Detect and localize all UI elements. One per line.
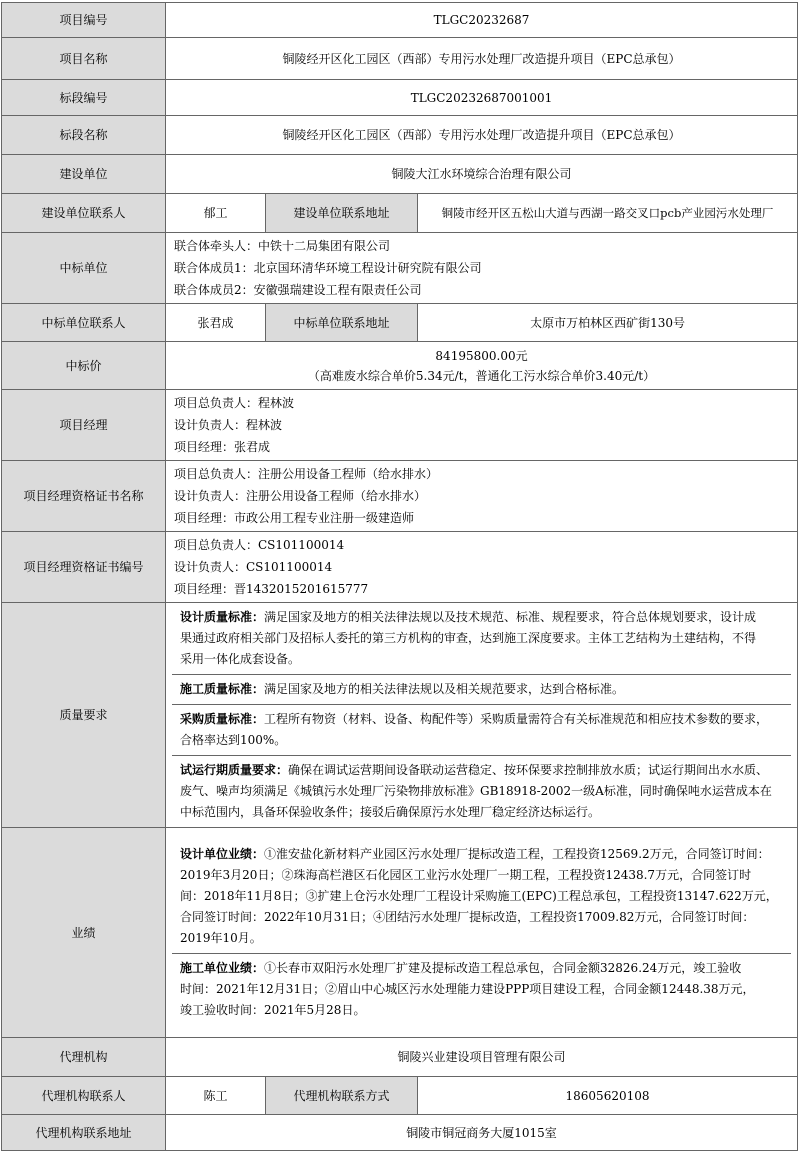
project-name-value: 铜陵经开区化工园区（西部）专用污水处理厂改造提升项目（EPC总承包） — [166, 38, 798, 80]
bid-result-table — [1, 2, 798, 1151]
quality-purchase: 采购质量标准：工程所有物资（材料、设备、构配件等）采购质量需符合有关标准规范和相应技术参数的要求， 合格率达到100%。 — [172, 704, 791, 755]
price-unit-note: （高难废水综合单价5.34元/t，普通化工污水综合单价3.40元/t） — [307, 368, 656, 383]
agency-label: 代理机构 — [2, 1038, 166, 1077]
project-no-label: 项目编号 — [2, 3, 166, 38]
row-quality — [2, 603, 798, 828]
quality-design-title: 设计质量标准： — [180, 610, 265, 624]
quality-purchase-title: 采购质量标准： — [180, 712, 265, 726]
builder-value: 铜陵大江水环境综合治理有限公司 — [166, 155, 798, 194]
cert-no-line-1: 项目总负责人：CS101100014 — [174, 538, 345, 552]
section-no-value: TLGC20232687001001 — [166, 80, 798, 116]
quality-construction: 施工质量标准：满足国家及地方的相关法律法规以及相关规范要求，达到合格标准。 — [172, 674, 791, 704]
row-manager — [2, 390, 798, 461]
performance-construction: 施工单位业绩：①长春市双阳污水处理厂扩建及提标改造工程总承包，合同金额32826.24万元，竣工验收 时间：2021年12月31日；②眉山中心城区污水处理能力建设PPP项目建设工程，合同金额12448.38万元， 竣工验收时间：2021年5月28日。 — [172, 953, 791, 1025]
section-name-value: 铜陵经开区化工园区（西部）专用污水处理厂改造提升项目（EPC总承包） — [166, 116, 798, 155]
agency-phone-label: 代理机构联系方式 — [266, 1077, 418, 1115]
price-label: 中标价 — [2, 342, 166, 390]
builder-label: 建设单位 — [2, 155, 166, 194]
row-cert-name — [2, 461, 798, 532]
builder-contact-label: 建设单位联系人 — [2, 194, 166, 233]
quality-value — [166, 603, 798, 828]
row-cert-no — [2, 532, 798, 603]
quality-construction-title: 施工质量标准： — [180, 682, 265, 696]
builder-address-label: 建设单位联系地址 — [266, 194, 418, 233]
manager-value — [166, 390, 798, 461]
row-project-name — [2, 38, 798, 80]
price-amount: 84195800.00元 — [435, 348, 528, 363]
winner-address-value: 太原市万柏林区西矿街130号 — [418, 304, 798, 342]
cert-no-line-3: 项目经理：晋1432015201615777 — [174, 582, 369, 596]
agency-address-value: 铜陵市铜冠商务大厦1015室 — [166, 1115, 798, 1151]
row-winner — [2, 233, 798, 304]
quality-label: 质量要求 — [2, 603, 166, 828]
performance-design: 设计单位业绩：①淮安盐化新材料产业园区污水处理厂提标改造工程，工程投资12569.2万元，合同签订时间： 2019年3月20日；②珠海高栏港区石化园区工业污水处理厂一期工程，工程投资12438.7万元，合同签订时 间：2018年11月8日；③扩建上仓污水处理厂工程设计采购施工(EPC)工程总承包，工程投资13147.622万元， 合同签订时间：2022年10月31日；④团结污水处理厂提标改造，工程投资17009.82万元，合同签订时间： 2019年10月。 — [180, 847, 778, 945]
winner-address-label: 中标单位联系地址 — [266, 304, 418, 342]
row-builder-contact — [2, 194, 798, 233]
row-agency-contact — [2, 1077, 798, 1115]
row-performance — [2, 828, 798, 1038]
manager-line-2: 设计负责人：程林波 — [174, 418, 283, 432]
performance-label: 业绩 — [2, 828, 166, 1038]
price-value — [166, 342, 798, 390]
performance-design-title: 设计单位业绩： — [180, 847, 265, 861]
winner-member-1: 联合体成员1：北京国环清华环境工程设计研究院有限公司 — [174, 261, 482, 275]
quality-design: 设计质量标准：满足国家及地方的相关法律法规以及技术规范、标准、规程要求，符合总体规划要求，设计成 果通过政府相关部门及招标人委托的第三方机构的审查，达到施工深度要求。主体工艺结构为土建结构，不得 采用一体化成套设备。 — [180, 610, 757, 666]
agency-value: 铜陵兴业建设项目管理有限公司 — [166, 1038, 798, 1077]
project-name-label: 项目名称 — [2, 38, 166, 80]
winner-label: 中标单位 — [2, 233, 166, 304]
agency-contact-label: 代理机构联系人 — [2, 1077, 166, 1115]
row-section-name — [2, 116, 798, 155]
winner-contact-value: 张君成 — [166, 304, 266, 342]
winner-lead: 联合体牵头人：中铁十二局集团有限公司 — [174, 239, 391, 253]
manager-label: 项目经理 — [2, 390, 166, 461]
cert-no-value — [166, 532, 798, 603]
section-name-label: 标段名称 — [2, 116, 166, 155]
manager-line-1: 项目总负责人：程林波 — [174, 396, 295, 410]
builder-contact-value: 郁工 — [166, 194, 266, 233]
row-section-no — [2, 80, 798, 116]
performance-value — [166, 828, 798, 1038]
row-winner-contact — [2, 304, 798, 342]
agency-phone-value: 18605620108 — [418, 1077, 798, 1115]
row-builder — [2, 155, 798, 194]
agency-contact-value: 陈工 — [166, 1077, 266, 1115]
row-project-no — [2, 3, 798, 38]
row-agency-address — [2, 1115, 798, 1151]
cert-name-label: 项目经理资格证书名称 — [2, 461, 166, 532]
row-price — [2, 342, 798, 390]
cert-name-line-2: 设计负责人：注册公用设备工程师（给水排水） — [174, 489, 427, 503]
builder-address-value: 铜陵市经开区五松山大道与西湖一路交叉口pcb产业园污水处理厂 — [418, 194, 798, 233]
performance-construction-title: 施工单位业绩： — [180, 961, 265, 975]
cert-name-line-3: 项目经理：市政公用工程专业注册一级建造师 — [174, 511, 415, 525]
cert-no-line-2: 设计负责人：CS101100014 — [174, 560, 333, 574]
agency-address-label: 代理机构联系地址 — [2, 1115, 166, 1151]
winner-contact-label: 中标单位联系人 — [2, 304, 166, 342]
quality-trial-title: 试运行期质量要求： — [180, 763, 289, 777]
cert-name-line-1: 项目总负责人：注册公用设备工程师（给水排水） — [174, 467, 439, 481]
cert-no-label: 项目经理资格证书编号 — [2, 532, 166, 603]
winner-value — [166, 233, 798, 304]
cert-name-value — [166, 461, 798, 532]
row-agency — [2, 1038, 798, 1077]
project-no-value: TLGC20232687 — [166, 3, 798, 38]
manager-line-3: 项目经理：张君成 — [174, 440, 271, 454]
section-no-label: 标段编号 — [2, 80, 166, 116]
quality-trial: 试运行期质量要求：确保在调试运营期间设备联动运营稳定、按环保要求控制排放水质；试运行期间出水水质、 废气、噪声均须满足《城镇污水处理厂污染物排放标准》GB18918-2002一级A标准，同时确保吨水运营成本在 中标范围内，具备环保验收条件；接驳后确保原污水处理厂稳定经济达标运行。 — [172, 755, 791, 827]
winner-member-2: 联合体成员2：安徽强瑞建设工程有限责任公司 — [174, 283, 422, 297]
